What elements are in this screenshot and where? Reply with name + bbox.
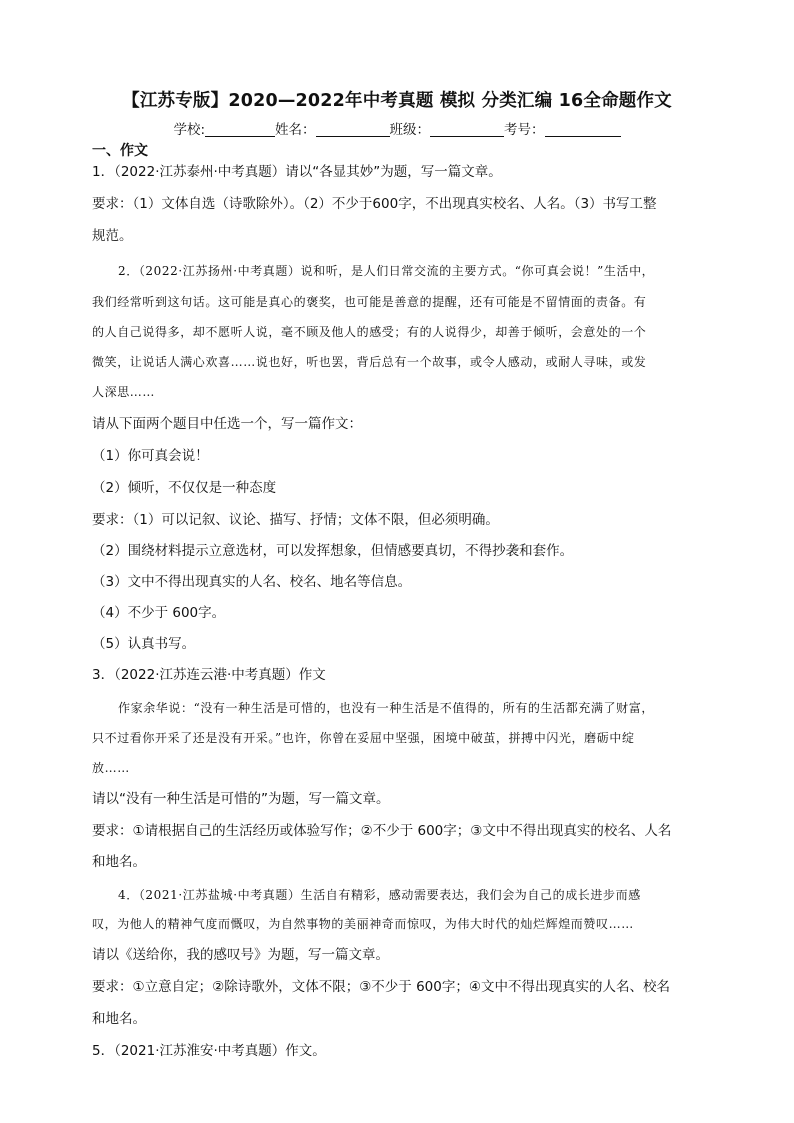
q4-requirement-line-2: 和地名。 bbox=[92, 1011, 146, 1027]
student-info-line bbox=[0, 118, 794, 138]
q1-requirement-line-2: 规范。 bbox=[92, 228, 133, 244]
q2-material-line-5: 人深思…… bbox=[92, 385, 156, 399]
q2-requirement-1: 要求：（1）可以记叙、议论、描写、抒情；文体不限，但必须明确。 bbox=[92, 512, 499, 528]
q4-title-prompt: 请以《送给你，我的感叹号》为题，写一篇文章。 bbox=[92, 947, 389, 963]
school-label: 学校: bbox=[173, 122, 206, 138]
q3-requirement-line-1: 要求：①请根据自己的生活经历或体验写作；②不少于 600字；③文中不得出现真实的校名、人名 bbox=[92, 823, 672, 839]
q4-requirement-line-1: 要求：①立意自定；②除诗歌外，文体不限；③不少于 600字；④文中不得出现真实的人名、校名 bbox=[92, 979, 670, 995]
q2-requirement-2: （2）围绕材料提示立意选材，可以发挥想象，但情感要真切，不得抄袭和套作。 bbox=[92, 543, 574, 559]
q1-requirement-line-1: 要求：（1）文体自选（诗歌除外）。（2）不少于600字，不出现真实校名、人名。（3）书写工整 bbox=[92, 196, 657, 212]
q5-heading: 5．（2021·江苏淮安·中考真题）作文。 bbox=[92, 1043, 326, 1059]
number-blank[interactable] bbox=[545, 122, 621, 137]
class-blank[interactable] bbox=[430, 122, 504, 137]
number-label: 考号： bbox=[504, 122, 545, 138]
q3-heading: 3．（2022·江苏连云港·中考真题）作文 bbox=[92, 667, 326, 683]
q2-requirement-3: （3）文中不得出现真实的人名、校名、地名等信息。 bbox=[92, 574, 412, 590]
q2-material-line-3: 的人自己说得多，却不愿听人说，毫不顾及他人的感受；有的人说得少，却善于倾听，会意处的一个 bbox=[92, 325, 647, 339]
q2-topic-1: （1）你可真会说！ bbox=[92, 448, 209, 464]
q2-choose-prompt: 请从下面两个题目中任选一个，写一篇作文： bbox=[92, 416, 362, 432]
q2-requirement-5: （5）认真书写。 bbox=[92, 636, 196, 652]
name-label: 姓名： bbox=[275, 122, 316, 138]
q3-material-line-3: 放…… bbox=[92, 761, 130, 775]
q2-material-line-4: 微笑，让说话人满心欢喜……说也好，听也罢，背后总有一个故事，或令人感动，或耐人寻味，或发 bbox=[92, 355, 647, 369]
q3-material-line-2: 只不过看你开采了还是没有开采。”也许，你曾在妥屈中坚强，困境中破茧，拼搏中闪光，磨砺中绽 bbox=[92, 731, 635, 745]
q2-topic-2: （2）倾听，不仅仅是一种态度 bbox=[92, 480, 277, 496]
q2-material-line-2: 我们经常听到这句话。这可能是真心的褒奖，也可能是善意的提醒，还有可能是不留情面的责备。有 bbox=[92, 295, 647, 309]
page-title: 【江苏专版】2020—2022年中考真题 模拟 分类汇编 16全命题作文 bbox=[122, 91, 672, 111]
q3-title-prompt: 请以“没有一种生活是可惜的”为题，写一篇文章。 bbox=[92, 791, 390, 807]
q4-material-line-1: 4．（2021·江苏盐城·中考真题）生活自有精彩，感动需要表达，我们会为自己的成长进步而感 bbox=[118, 888, 641, 902]
class-label: 班级： bbox=[389, 122, 431, 138]
q2-requirement-4: （4）不少于 600字。 bbox=[92, 605, 226, 621]
q2-material-line-1: 2．（2022·江苏扬州·中考真题）说和听，是人们日常交流的主要方式。“你可真会说！”生活中， bbox=[118, 264, 655, 278]
q4-material-line-2: 叹，为他人的精神气度而慨叹，为自然事物的美丽神奇而惊叹，为伟大时代的灿烂辉煌而赞叹…… bbox=[92, 917, 634, 931]
q3-requirement-line-2: 和地名。 bbox=[92, 854, 146, 870]
name-blank[interactable] bbox=[316, 122, 390, 137]
q1-heading: 1．（2022·江苏泰州·中考真题）请以“各显其妙”为题，写一篇文章。 bbox=[92, 164, 502, 180]
section-heading: 一、作文 bbox=[92, 143, 148, 159]
q3-material-line-1: 作家余华说：“没有一种生活是可惜的，也没有一种生活是不值得的，所有的生活都充满了财富， bbox=[118, 701, 654, 715]
school-blank[interactable] bbox=[205, 122, 275, 137]
